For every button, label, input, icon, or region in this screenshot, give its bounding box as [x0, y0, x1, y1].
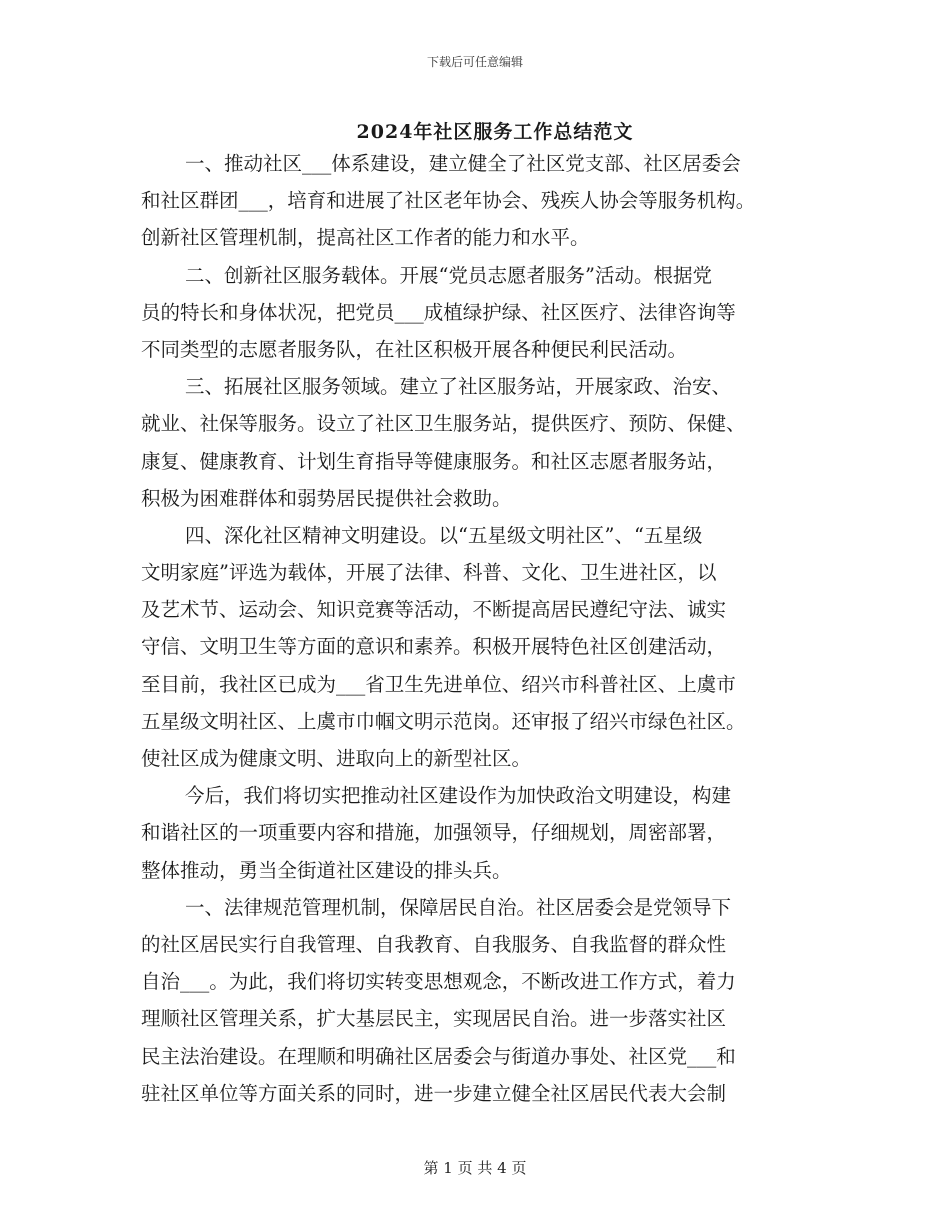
body-line: 文明家庭”评选为载体，开展了法律、科普、文化、卫生进社区，以 [141, 561, 717, 585]
body-line: 四、深化社区精神文明建设。以“五星级文明社区”、“五星级 [185, 523, 703, 547]
body-line: 整体推动，勇当全街道社区建设的排头兵。 [141, 858, 512, 882]
body-line: 积极为困难群体和弱势居民提供社会救助。 [141, 486, 512, 510]
body-line: 和谐社区的一项重要内容和措施，加强领导，仔细规划，周密部署， [141, 821, 727, 845]
body-line: 二、创新社区服务载体。开展“党员志愿者服务”活动。根据党 [185, 263, 712, 287]
body-line: 自治___。为此，我们将切实转变思想观念，不断改进工作方式，着力 [141, 970, 736, 994]
body-line: 的社区居民实行自我管理、自我教育、自我服务、自我监督的群众性 [141, 932, 727, 956]
body-line: 守信、文明卫生等方面的意识和素养。积极开展特色社区创建活动， [141, 635, 727, 659]
body-line: 就业、社保等服务。设立了社区卫生服务站，提供医疗、预防、保健、 [141, 412, 746, 436]
body-line: 驻社区单位等方面关系的同时，进一步建立健全社区居民代表大会制 [141, 1081, 727, 1105]
body-line: 员的特长和身体状况，把党员___成植绿护绿、社区医疗、法律咨询等 [141, 300, 736, 324]
page-number-footer: 第 1 页 共 4 页 [423, 1159, 527, 1177]
body-line: 创新社区管理机制，提高社区工作者的能力和水平。 [141, 226, 590, 250]
body-line: 康复、健康教育、计划生育指导等健康服务。和社区志愿者服务站， [141, 449, 727, 473]
body-line: 三、拓展社区服务领域。建立了社区服务站，开展家政、治安、 [185, 375, 732, 399]
body-line: 和社区群团___，培育和进展了社区老年协会、残疾人协会等服务机构。 [141, 189, 756, 213]
body-line: 一、推动社区___体系建设，建立健全了社区党支部、社区居委会 [185, 152, 741, 175]
body-line: 使社区成为健康文明、进取向上的新型社区。 [141, 747, 532, 770]
body-line: 至目前，我社区已成为___省卫生先进单位、绍兴市科普社区、上虞市 [141, 672, 736, 696]
body-line: 及艺术节、运动会、知识竞赛等活动，不断提高居民遵纪守法、诚实 [141, 598, 727, 622]
body-line: 五星级文明社区、上虞市巾帼文明示范岗。还审报了绍兴市绿色社区。 [141, 709, 746, 733]
body-line: 今后，我们将切实把推动社区建设作为加快政治文明建设，构建 [185, 784, 732, 808]
body-line: 一、法律规范管理机制，保障居民自治。社区居委会是党领导下 [185, 895, 732, 919]
body-line: 理顺社区管理关系，扩大基层民主，实现居民自治。进一步落实社区 [141, 1007, 727, 1031]
document-title: 2024年社区服务工作总结范文 [356, 121, 634, 143]
body-line: 不同类型的志愿者服务队，在社区积极开展各种便民利民活动。 [141, 337, 688, 361]
body-line: 民主法治建设。在理顺和明确社区居委会与街道办事处、社区党___和 [141, 1044, 736, 1068]
header-note: 下载后可任意编辑 [426, 55, 523, 69]
document-body [141, 145, 813, 1112]
